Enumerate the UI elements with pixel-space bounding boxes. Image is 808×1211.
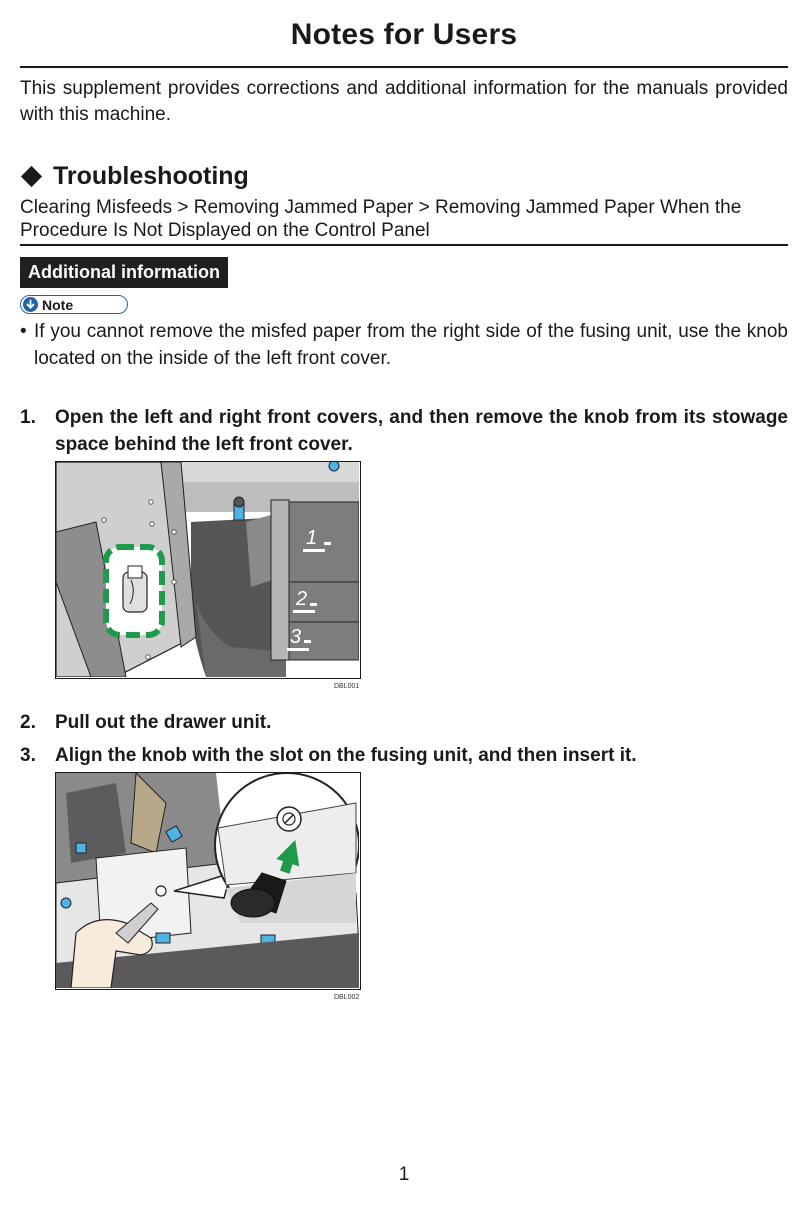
step-text: Pull out the drawer unit. <box>55 712 272 733</box>
figure-insert-knob <box>55 772 361 990</box>
figure-caption-1: DBL001 <box>334 683 360 690</box>
arrow-down-icon <box>23 297 38 312</box>
tray-label-1: 1 <box>306 527 318 549</box>
section-divider <box>20 244 788 246</box>
section-title: Troubleshooting <box>53 162 249 190</box>
diamond-bullet-icon <box>21 166 42 187</box>
figure-remove-knob <box>55 461 361 679</box>
additional-information-badge: Additional information <box>20 257 228 288</box>
note-label: Note <box>42 296 74 313</box>
section-heading <box>20 162 249 191</box>
step-3 <box>20 742 788 769</box>
tray-label-2: 2 <box>296 588 308 610</box>
step-number: 1. <box>20 407 36 428</box>
step-text: Align the knob with the slot on the fusing unit, and then insert it. <box>55 745 637 766</box>
step-2 <box>20 709 788 736</box>
step-1 <box>20 404 788 458</box>
note-label-pill <box>20 295 128 314</box>
title-divider <box>20 66 788 68</box>
tray-label-3: 3 <box>290 626 302 648</box>
step-number: 3. <box>20 745 36 766</box>
figure-caption-2: DBL002 <box>334 994 360 1001</box>
page-title: Notes for Users <box>290 18 518 51</box>
page-number: 1 <box>398 1164 410 1185</box>
step-number: 2. <box>20 712 36 733</box>
breadcrumb: Clearing Misfeeds > Removing Jammed Paper > Removing Jammed Paper When the Procedure Is Not Displayed on the Control Panel <box>20 197 742 241</box>
note-bullet: • <box>20 321 27 342</box>
step-text: Open the left and right front covers, and then remove the knob from its stowage space behind the left front cover. <box>55 407 788 455</box>
note-item <box>20 318 788 372</box>
note-text: If you cannot remove the misfed paper from the right side of the fusing unit, use the knob located on the inside of the left front cover. <box>34 321 788 369</box>
intro-paragraph: This supplement provides corrections and additional information for the manuals provided with this machine. <box>20 78 788 125</box>
